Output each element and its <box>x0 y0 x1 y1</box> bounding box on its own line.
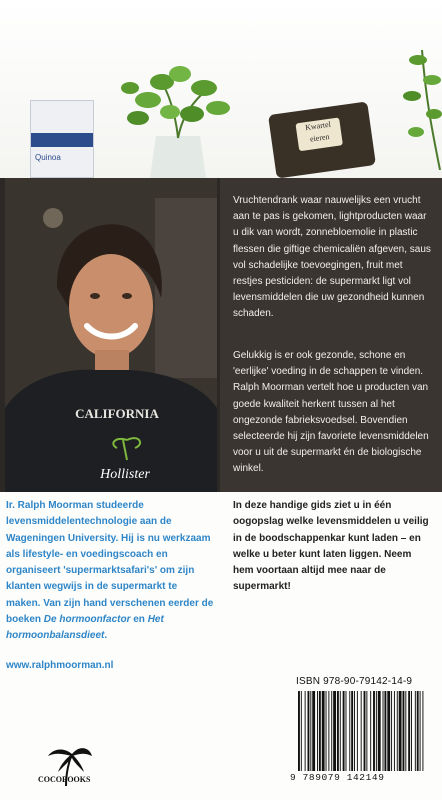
book-title-2: Het hormoonbalansdieet <box>6 614 164 642</box>
description-paragraph-2: Gelukkig is er ook gezonde, schone en 'eerlijke' voeding in de schappen te vinden. Ralph Moorman vertelt hoe u producten van goede kwaliteit herkent tussen al het ongezonde fabrieksvoedsel. Bovendien selecteerde hij zijn favoriete levensmiddelen voor u uit de supermarkt én de biologische winkel. <box>233 350 429 475</box>
product-photo-strip <box>0 0 442 178</box>
quail-eggs-package-image <box>268 101 376 178</box>
author-portrait-illustration <box>5 178 217 492</box>
isbn-label: ISBN 978-90-79142-14-9 <box>296 676 413 687</box>
bio-end: . <box>104 630 108 642</box>
author-photo <box>5 178 217 492</box>
book-summary: In deze handige gids ziet u in één oogopslag welke levensmiddelen u veilig in de boodschappenkar kunt laden – en welke u beter kunt laten liggen. Neem hem voortaan altijd mee naar de supermarkt! <box>233 500 429 593</box>
herb-sprig-image <box>382 40 442 170</box>
shirt-brand: Hollister <box>100 467 150 482</box>
shirt-text: CALIFORNIA <box>75 406 159 421</box>
eggs-label-line2: eieren <box>309 131 330 144</box>
barcode-number: 9 789079 142149 <box>290 772 385 783</box>
bio-connector: en <box>130 614 148 626</box>
quinoa-label: Quinoa <box>35 153 61 162</box>
author-website-link[interactable]: www.ralphmoorman.nl <box>6 660 114 671</box>
author-bio-text: Ir. Ralph Moorman studeerde levensmiddelentechnologie aan de Wageningen University. Hij is nu werkzaam als lifestyle- en voedingscoach en organiseert 'supermarktsafari's' om zijn klanten wegwijs in de supermarkt te maken. Van zijn hand verschenen eerder de boeken <box>6 500 214 626</box>
quinoa-package-image <box>30 100 94 178</box>
barcode <box>296 691 428 773</box>
description-paragraph-1: Vruchtendrank waar nauwelijks een vrucht aan te pas is gekomen, lightproducten waar u dik van wordt, zonnebloemolie in plastic flessen die giftige chemicaliën afgeven, saus vol schadelijke toevoegingen, fruit met restjes pesticiden: de supermarkt ligt vol levensmiddelen die uw gezondheid kunnen schaden. <box>233 195 431 320</box>
herb-plant-image <box>110 58 240 178</box>
publisher-name: COCOBOOKS <box>38 775 91 784</box>
book-title-1: De hormoonfactor <box>43 614 131 626</box>
author-bio <box>6 498 214 645</box>
eggs-label-line1: Kwartel <box>304 119 332 133</box>
